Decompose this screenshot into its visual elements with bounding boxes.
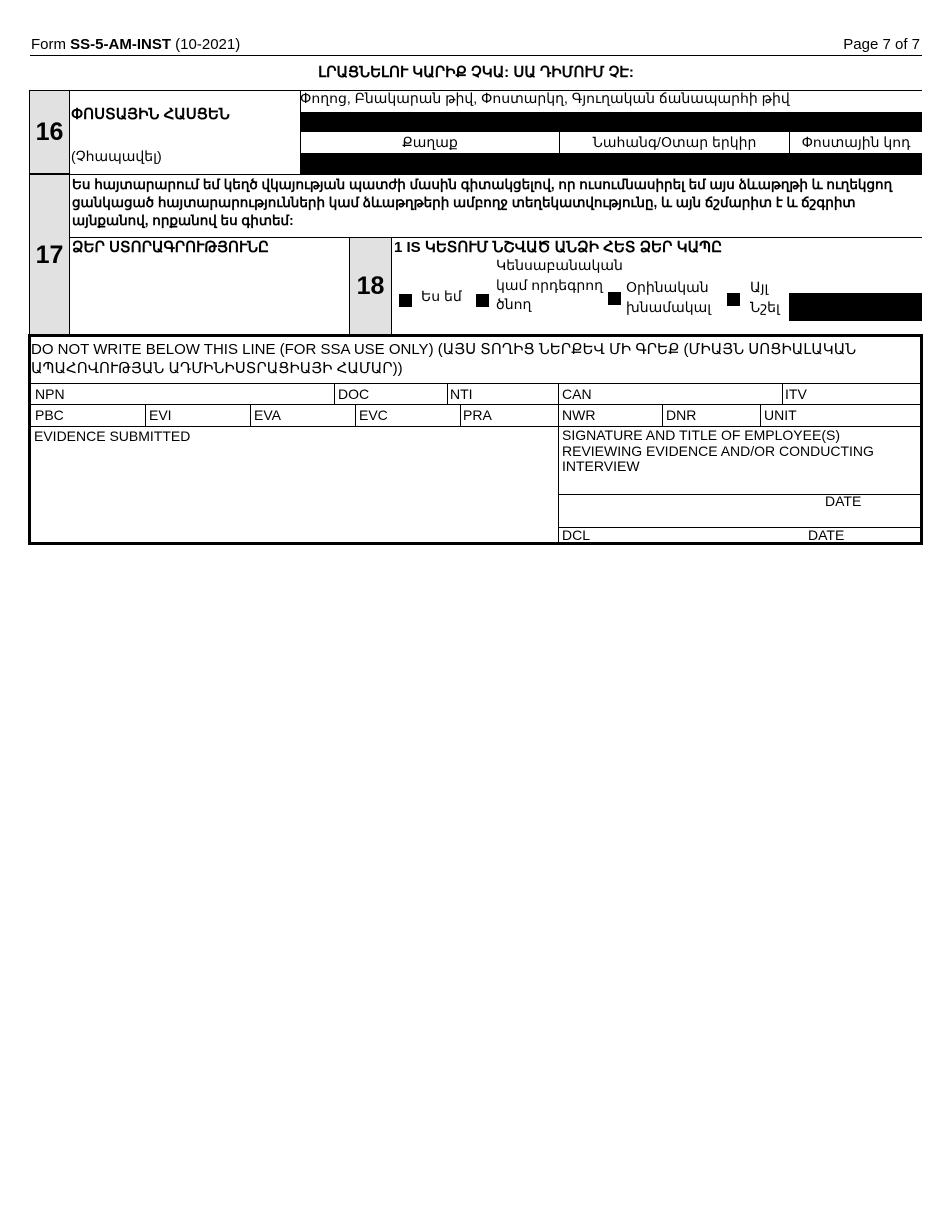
npn-label: NPN	[35, 386, 65, 402]
ssa-row2-top	[31, 404, 921, 405]
nwr-label: NWR	[562, 407, 596, 423]
dnr-label: DNR	[666, 407, 697, 423]
nwr-divider	[662, 404, 663, 426]
guardian-checkbox[interactable]	[608, 292, 621, 305]
can-label: CAN	[562, 386, 592, 402]
form-id: SS-5-AM-INST	[70, 36, 172, 53]
ssa-header: DO NOT WRITE BELOW THIS LINE (FOR SSA USE ONLY) (ԱՅՍ ՏՈՂԻՑ ՆԵՐՔԵՎ ՄԻ ԳՐԵՔ (ՄԻԱՅՆ ՍՈՑԻԱԼԱԿԱՆ ԱՊԱՀՈՎՈՒԹՅԱՆ ԱԴՄԻՆԻՍՏՐԱՑԻԱՅԻ ՀԱՄԱՐ))	[31, 341, 857, 377]
date2-label: DATE	[808, 527, 845, 543]
other-specify-field[interactable]	[789, 293, 922, 321]
s16-note: (Չհապավել)	[71, 148, 162, 164]
evc-divider	[460, 404, 461, 426]
ssa-center-divider	[558, 383, 559, 544]
evc-label: EVC	[359, 407, 388, 423]
pra-label: PRA	[463, 407, 492, 423]
eva-label: EVA	[254, 407, 281, 423]
guardian-label: Օրինական խնամակալ	[626, 279, 712, 315]
page-number: Page 7 of 7	[843, 36, 920, 53]
s16-number: 16	[29, 90, 70, 174]
dcl-label: DCL	[562, 527, 591, 543]
dcl-row-top	[558, 527, 921, 528]
pbc-label: PBC	[35, 407, 64, 423]
parent-checkbox[interactable]	[476, 294, 489, 307]
s18-number: 18	[349, 237, 392, 336]
nti-label: NTI	[450, 386, 473, 402]
eva-divider	[355, 404, 356, 426]
city-label: Քաղաք	[402, 134, 458, 150]
s17-number: 17	[29, 174, 70, 336]
self-label: Ես եմ	[421, 288, 462, 304]
zip-label: Փոստային կոդ	[801, 134, 911, 150]
self-checkbox[interactable]	[399, 294, 412, 307]
signature-field[interactable]	[72, 256, 348, 334]
signature-label: ՁԵՐ ՍՏՈՐԱԳՐՈՒԹՅՈՒՆԸ	[72, 239, 269, 256]
declaration-text: Ես հայտարարում եմ կեղծ վկայության պատժի մասին գիտակցելով, որ ուսումնասիրել եմ այս ձևաթղթի և ուղեկցող ցանկացած հայտարարությունների կամ ձևաթղթերի ամբողջ տեղեկատվությունը, և այն ճշմարիտ է և ճշգրիտ այնքանով, որքանով ես գիտեմ:	[72, 177, 893, 228]
other-label: Այլ Նշել	[750, 279, 780, 315]
city-state-zip-field[interactable]	[301, 154, 922, 174]
dnr-divider	[760, 404, 761, 426]
pbc-divider	[145, 404, 146, 426]
doc-label: DOC	[338, 386, 370, 402]
npn-divider	[334, 383, 335, 404]
form-prefix: Form	[31, 36, 71, 53]
date1-label: DATE	[825, 493, 862, 509]
street-field[interactable]	[301, 112, 922, 132]
street-label: Փողոց, Բնակարան թիվ, Փոստարկղ, Գյուղական ճանապարհի թիվ	[300, 90, 790, 106]
can-divider	[782, 383, 783, 404]
evi-label: EVI	[149, 407, 172, 423]
ssa-row1-top	[31, 383, 921, 384]
form-identifier	[31, 36, 240, 53]
evidence-submitted-label: EVIDENCE SUBMITTED	[34, 428, 191, 444]
s18-title: 1 IS ԿԵՏՈՒՄ ՆՇՎԱԾ ԱՆՁԻ ՀԵՏ ՁԵՐ ԿԱՊԸ	[394, 239, 723, 256]
parent-label: Կենսաբանական կամ որդեգրող ծնող	[496, 257, 623, 312]
itv-label: ITV	[785, 386, 807, 402]
do-not-complete-warning: ԼՐԱՑՆԵԼՈՒ ԿԱՐԻՔ ՉԿԱ: ՍԱ ԴԻՄՈՒՄ ՉԷ:	[318, 64, 634, 81]
unit-label: UNIT	[764, 407, 797, 423]
header-rule	[30, 55, 922, 56]
signature-title-label: SIGNATURE AND TITLE OF EMPLOYEE(S) REVIEWING EVIDENCE AND/OR CONDUCTING INTERVIEW	[562, 427, 874, 474]
state-label: Նահանգ/Օտար երկիր	[592, 134, 757, 150]
s16-title: ՓՈՍՏԱՅԻՆ ՀԱՍՑԵՆ	[71, 106, 230, 123]
s17-top-border	[29, 174, 922, 175]
doc-divider	[447, 383, 448, 404]
date-row-top	[558, 494, 921, 495]
form-date: (10-2021)	[171, 36, 241, 53]
evi-divider	[250, 404, 251, 426]
other-checkbox[interactable]	[727, 293, 740, 306]
